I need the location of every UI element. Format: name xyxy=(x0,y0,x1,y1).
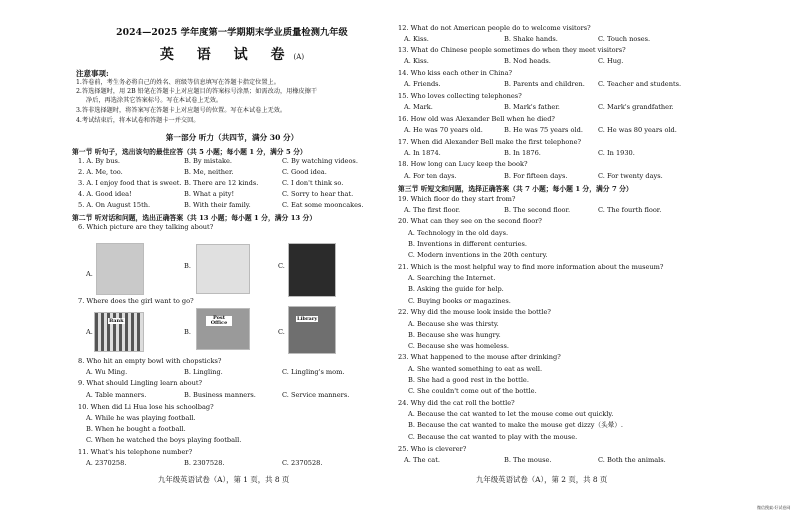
q24-option-c: C. Because the cat wanted to play with the mouse. xyxy=(408,433,578,441)
q20-stem: 20. What can they see on the second floor? xyxy=(398,217,542,225)
q19-stem: 19. Which floor do they start from? xyxy=(398,195,516,203)
q17-stem: 17. When did Alexander Bell make the first telephone? xyxy=(398,138,582,146)
section-1-heading: 第一节 听句子，选出该句的最佳应答（共 5 小题；每小题 1 分，满分 5 分） xyxy=(72,148,307,156)
q14-option-c: C. Teacher and students. xyxy=(598,80,682,88)
q4-b: B. What a pity! xyxy=(184,190,235,198)
q2-b: B. Me, neither. xyxy=(184,168,234,176)
q20-option-c: C. Modern inventions in the 20th century. xyxy=(408,251,548,259)
subtitle-tag: (A) xyxy=(293,53,305,61)
q9-stem: 9. What should Lingling learn about? xyxy=(78,379,203,387)
q15-option-c: C. Mark's grandfather. xyxy=(598,103,674,111)
bank-sign: Bank xyxy=(109,318,124,324)
q7-label-a: A. xyxy=(86,328,93,336)
q5-b: B. With their family. xyxy=(184,201,251,209)
page-1 xyxy=(72,0,392,515)
q12-option-b: B. Shake hands. xyxy=(504,35,558,43)
q8-option-c: C. Lingling's mom. xyxy=(282,368,345,376)
q3-a: 3. A. I enjoy food that is sweet. xyxy=(78,179,182,187)
q19-option-b: B. The second floor. xyxy=(504,206,571,214)
section-3-heading: 第三节 听短文和问题，选择正确答案（共 7 小题；每小题 1 分，满分 7 分） xyxy=(398,185,633,193)
q8-option-a: A. Wu Ming. xyxy=(86,368,128,376)
q5-a: 5. A. On August 15th. xyxy=(78,201,151,209)
q6-stem: 6. Which picture are they talking about? xyxy=(78,223,214,231)
q8-stem: 8. Who hit an empty bowl with chopsticks? xyxy=(78,357,222,365)
q8-option-b: B. Lingling. xyxy=(184,368,223,376)
q6-label-c: C. xyxy=(278,262,285,270)
q2-c: C. Good idea. xyxy=(282,168,327,176)
q4-a: 4. A. Good idea! xyxy=(78,190,132,198)
q21-option-b: B. Asking the guide for help. xyxy=(408,285,504,293)
notice-line: 2.答选择题时，用 2B 铅笔在答题卡上对应题目的答案标号涂黑；如需改动，用橡皮擦干 xyxy=(76,88,318,95)
post-office-sign: Post Office xyxy=(206,316,232,326)
q22-option-a: A. Because she was thirsty. xyxy=(408,320,499,328)
q19-option-a: A. The first floor. xyxy=(404,206,461,214)
notice-line: 净后，再选涂其它答案标号。写在本试卷上无效。 xyxy=(86,97,223,104)
q11-option-c: C. 2370528. xyxy=(282,459,323,467)
q16-option-c: C. He was 80 years old. xyxy=(598,126,677,134)
q20-option-a: A. Technology in the old days. xyxy=(408,229,509,237)
q16-option-b: B. He was 75 years old. xyxy=(504,126,583,134)
q20-option-b: B. Inventions in different centuries. xyxy=(408,240,528,248)
exam-title: 2024—2025 学年度第一学期期末学业质量检测九年级 xyxy=(116,27,348,38)
q18-option-b: B. For fifteen days. xyxy=(504,172,568,180)
q18-stem: 18. How long can Lucy keep the book? xyxy=(398,160,528,168)
q17-option-c: C. In 1930. xyxy=(598,149,635,157)
watermark-stamp: 微信搜索:好试卷网 xyxy=(757,505,791,510)
library-picture xyxy=(288,306,336,354)
q12-option-c: C. Touch noses. xyxy=(598,35,651,43)
q7-label-c: C. xyxy=(278,328,285,336)
q13-option-a: A. Kiss. xyxy=(404,57,429,65)
q1-a: 1. A. By bus. xyxy=(78,157,120,165)
q11-option-a: A. 2370258. xyxy=(86,459,127,467)
q6-picture-c xyxy=(288,243,336,297)
q18-option-c: C. For twenty days. xyxy=(598,172,663,180)
q6-picture-a xyxy=(96,243,144,295)
q16-option-a: A. He was 70 years old. xyxy=(404,126,483,134)
q13-option-b: B. Nod heads. xyxy=(504,57,551,65)
q14-option-a: A. Friends. xyxy=(404,80,441,88)
q25-option-a: A. The cat. xyxy=(404,456,440,464)
notice-line: 1.答卷前，考生务必将自己的姓名、班级等信息填写在答题卡指定位置上。 xyxy=(76,79,280,86)
page-1-footer: 九年级英语试卷（A），第 1 页，共 8 页 xyxy=(158,475,290,484)
q9-option-b: B. Business manners. xyxy=(184,391,256,399)
q6-label-b: B. xyxy=(184,262,191,270)
q25-option-b: B. The mouse. xyxy=(504,456,552,464)
q11-option-b: B. 2307528. xyxy=(184,459,225,467)
q23-option-b: B. She had a good rest in the bottle. xyxy=(408,376,529,384)
q23-option-c: C. She couldn't come out of the bottle. xyxy=(408,387,537,395)
subtitle-text: 英 语 试 卷 xyxy=(159,47,294,63)
q24-stem: 24. Why did the cat roll the bottle? xyxy=(398,399,515,407)
q17-option-a: A. In 1874. xyxy=(404,149,441,157)
q15-stem: 15. Who loves collecting telephones? xyxy=(398,92,522,100)
q3-c: C. I don't think so. xyxy=(282,179,344,187)
q9-option-a: A. Table manners. xyxy=(86,391,147,399)
q7-label-b: B. xyxy=(184,328,191,336)
q15-option-a: A. Mark. xyxy=(404,103,433,111)
q12-stem: 12. What do not American people do to welcome visitors? xyxy=(398,24,591,32)
q4-c: C. Sorry to hear that. xyxy=(282,190,354,198)
q11-stem: 11. What's his telephone number? xyxy=(78,448,193,456)
q17-option-b: B. In 1876. xyxy=(504,149,541,157)
q18-option-a: A. For ten days. xyxy=(404,172,457,180)
exam-subtitle xyxy=(72,44,392,64)
q23-stem: 23. What happened to the mouse after drinking? xyxy=(398,353,561,361)
q22-option-c: C. Because she was homeless. xyxy=(408,342,509,350)
q1-b: B. By mistake. xyxy=(184,157,233,165)
notice-heading: 注意事项: xyxy=(76,69,109,78)
q6-label-a: A. xyxy=(86,270,93,278)
q21-option-c: C. Buying books or magazines. xyxy=(408,297,511,305)
q24-option-a: A. Because the cat wanted to let the mouse come out quickly. xyxy=(408,410,614,418)
q14-stem: 14. Who kiss each other in China? xyxy=(398,69,513,77)
q23-option-a: A. She wanted something to eat as well. xyxy=(408,365,543,373)
q14-option-b: B. Parents and children. xyxy=(504,80,585,88)
q16-stem: 16. How old was Alexander Bell when he died? xyxy=(398,115,555,123)
q10-option-c: C. When he watched the boys playing football. xyxy=(86,436,242,444)
q12-option-a: A. Kiss. xyxy=(404,35,429,43)
q21-option-a: A. Searching the Internet. xyxy=(408,274,496,282)
q22-option-b: B. Because she was hungry. xyxy=(408,331,501,339)
q25-stem: 25. Who is cleverer? xyxy=(398,445,467,453)
q21-stem: 21. Which is the most helpful way to find more information about the museum? xyxy=(398,263,664,271)
notice-line: 3.答非选择题时，将答案写在答题卡上对应题号的位置。写在本试卷上无效。 xyxy=(76,107,287,114)
part-1-heading: 第一部分 听力（共四节，满分 30 分） xyxy=(165,133,299,142)
q19-option-c: C. The fourth floor. xyxy=(598,206,662,214)
q22-stem: 22. Why did the mouse look inside the bottle? xyxy=(398,308,551,316)
q3-b: B. There are 12 kinds. xyxy=(184,179,259,187)
q7-stem: 7. Where does the girl want to go? xyxy=(78,297,194,305)
q9-option-c: C. Service manners. xyxy=(282,391,350,399)
q5-c: C. Eat some mooncakes. xyxy=(282,201,364,209)
q15-option-b: B. Mark's father. xyxy=(504,103,560,111)
q13-option-c: C. Hug. xyxy=(598,57,624,65)
q1-c: C. By watching videos. xyxy=(282,157,358,165)
q13-stem: 13. What do Chinese people sometimes do when they meet visitors? xyxy=(398,46,626,54)
q6-picture-b xyxy=(196,244,250,294)
q10-option-b: B. When he bought a football. xyxy=(86,425,186,433)
section-2-heading: 第二节 听对话和问题，选出正确答案（共 13 小题；每小题 1 分，满分 13 分） xyxy=(72,214,317,222)
page-2-footer: 九年级英语试卷（A），第 2 页，共 8 页 xyxy=(476,475,608,484)
q24-option-b: B. Because the cat wanted to make the mouse get dizzy（头晕）. xyxy=(408,421,623,429)
q25-option-c: C. Both the animals. xyxy=(598,456,666,464)
library-sign: Library xyxy=(297,316,318,322)
page-2 xyxy=(398,0,714,515)
q10-stem: 10. When did Li Hua lose his schoolbag? xyxy=(78,403,214,411)
q10-option-a: A. While he was playing football. xyxy=(86,414,196,422)
notice-line: 4.考试结束后，将本试卷和答题卡一并交回。 xyxy=(76,117,200,124)
q2-a: 2. A. Me, too. xyxy=(78,168,123,176)
